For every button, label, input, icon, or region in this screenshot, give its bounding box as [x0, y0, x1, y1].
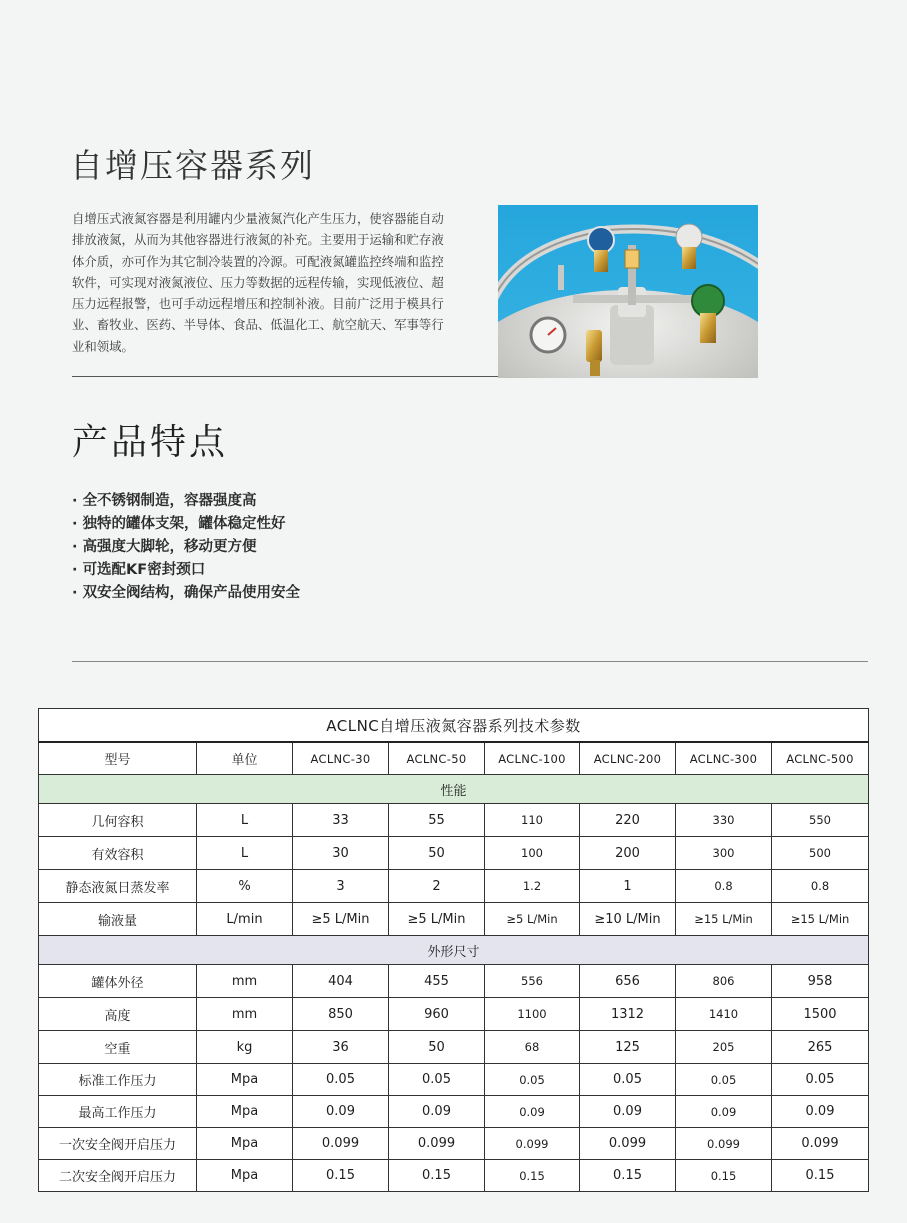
table-cell: ≥5 L/Min: [293, 903, 389, 936]
table-cell: 1312: [580, 998, 676, 1031]
table-cell: 0.09: [676, 1096, 772, 1128]
table-cell: 0.15: [485, 1160, 580, 1192]
table-row: [39, 837, 869, 870]
table-cell: 455: [389, 965, 485, 998]
row-unit: Mpa: [197, 1128, 293, 1160]
table-cell: 0.15: [772, 1160, 869, 1192]
row-label: 罐体外径: [39, 965, 197, 998]
table-cell: 0.09: [293, 1096, 389, 1128]
table-cell: 0.099: [772, 1128, 869, 1160]
table-cell: 2: [389, 870, 485, 903]
table-cell: 0.05: [389, 1064, 485, 1096]
divider-line: [72, 376, 498, 377]
table-cell: 0.09: [485, 1096, 580, 1128]
row-unit: kg: [197, 1031, 293, 1064]
table-cell: 330: [676, 804, 772, 837]
table-cell: 404: [293, 965, 389, 998]
table-cell: 0.099: [580, 1128, 676, 1160]
table-cell: 0.8: [676, 870, 772, 903]
table-cell: 850: [293, 998, 389, 1031]
section-title-series: 自增压容器系列: [70, 146, 315, 185]
table-cell: 30: [293, 837, 389, 870]
product-photo: [498, 205, 758, 378]
header-model-name: ACLNC-30: [293, 742, 389, 775]
row-label: 高度: [39, 998, 197, 1031]
table-cell: 50: [389, 1031, 485, 1064]
table-cell: 0.15: [676, 1160, 772, 1192]
table-cell: ≥15 L/Min: [772, 903, 869, 936]
table-cell: 0.05: [293, 1064, 389, 1096]
table-row: [39, 903, 869, 936]
table-cell: 806: [676, 965, 772, 998]
row-unit: %: [197, 870, 293, 903]
table-row: [39, 804, 869, 837]
row-unit: Mpa: [197, 1096, 293, 1128]
row-unit: mm: [197, 965, 293, 998]
table-row: [39, 1128, 869, 1160]
table-row: [39, 1031, 869, 1064]
table-cell: 1500: [772, 998, 869, 1031]
table-cell: 0.15: [293, 1160, 389, 1192]
header-model-name: ACLNC-200: [580, 742, 676, 775]
header-unit: 单位: [197, 742, 293, 775]
table-cell: 0.15: [580, 1160, 676, 1192]
feature-list: [72, 490, 300, 605]
divider-line: [72, 661, 868, 662]
table-cell: 0.09: [580, 1096, 676, 1128]
dimension-rows: [39, 965, 869, 1192]
table-cell: ≥5 L/Min: [389, 903, 485, 936]
table-cell: 1410: [676, 998, 772, 1031]
row-unit: L/min: [197, 903, 293, 936]
row-label: 静态液氮日蒸发率: [39, 870, 197, 903]
table-cell: 0.09: [772, 1096, 869, 1128]
table-cell: 0.05: [580, 1064, 676, 1096]
table-cell: 33: [293, 804, 389, 837]
header-model: 型号: [39, 742, 197, 775]
row-label: 输液量: [39, 903, 197, 936]
table-cell: 220: [580, 804, 676, 837]
table-cell: 550: [772, 804, 869, 837]
table-cell: 110: [485, 804, 580, 837]
row-unit: L: [197, 837, 293, 870]
row-label: 几何容积: [39, 804, 197, 837]
table-cell: 0.05: [772, 1064, 869, 1096]
table-cell: ≥15 L/Min: [676, 903, 772, 936]
table-row: [39, 1064, 869, 1096]
table-cell: 960: [389, 998, 485, 1031]
table-cell: 36: [293, 1031, 389, 1064]
table-cell: ≥5 L/Min: [485, 903, 580, 936]
table-cell: 200: [580, 837, 676, 870]
feature-item: · 双安全阀结构，确保产品使用安全: [72, 582, 300, 605]
table-cell: 0.05: [676, 1064, 772, 1096]
row-unit: Mpa: [197, 1064, 293, 1096]
table-cell: 958: [772, 965, 869, 998]
table-cell: 125: [580, 1031, 676, 1064]
table-cell: 500: [772, 837, 869, 870]
row-unit: Mpa: [197, 1160, 293, 1192]
table-caption: ACLNC自增压液氮容器系列技术参数: [39, 709, 869, 743]
table-cell: 1100: [485, 998, 580, 1031]
table-cell: 1: [580, 870, 676, 903]
table-cell: 265: [772, 1031, 869, 1064]
feature-item: · 高强度大脚轮，移动更方便: [72, 536, 300, 559]
section-header-performance: 性能: [39, 775, 869, 804]
table-cell: 656: [580, 965, 676, 998]
row-label: 标准工作压力: [39, 1064, 197, 1096]
row-label: 一次安全阀开启压力: [39, 1128, 197, 1160]
table-cell: 3: [293, 870, 389, 903]
table-row: [39, 1096, 869, 1128]
row-label: 空重: [39, 1031, 197, 1064]
table-cell: 50: [389, 837, 485, 870]
table-row: [39, 965, 869, 998]
table-cell: 0.099: [293, 1128, 389, 1160]
section-header-dimensions: 外形尺寸: [39, 936, 869, 965]
table-cell: 0.15: [389, 1160, 485, 1192]
table-cell: 0.05: [485, 1064, 580, 1096]
row-label: 二次安全阀开启压力: [39, 1160, 197, 1192]
table-header-row: [39, 742, 869, 775]
row-label: 有效容积: [39, 837, 197, 870]
section-title-features: 产品特点: [72, 422, 229, 463]
valve-assembly-image: [498, 205, 758, 378]
header-model-name: ACLNC-100: [485, 742, 580, 775]
table-cell: 55: [389, 804, 485, 837]
table-cell: 0.099: [676, 1128, 772, 1160]
table-cell: 556: [485, 965, 580, 998]
header-model-name: ACLNC-300: [676, 742, 772, 775]
row-unit: L: [197, 804, 293, 837]
row-label: 最高工作压力: [39, 1096, 197, 1128]
table-row: [39, 998, 869, 1031]
table-cell: 205: [676, 1031, 772, 1064]
table-cell: 300: [676, 837, 772, 870]
header-model-name: ACLNC-500: [772, 742, 869, 775]
performance-rows: [39, 804, 869, 936]
spec-table: [38, 708, 869, 1192]
table-row: [39, 870, 869, 903]
feature-item: · 独特的罐体支架，罐体稳定性好: [72, 513, 300, 536]
feature-item: · 可选配KF密封颈口: [72, 559, 300, 582]
header-model-name: ACLNC-50: [389, 742, 485, 775]
table-cell: 1.2: [485, 870, 580, 903]
table-cell: 0.09: [389, 1096, 485, 1128]
table-cell: ≥10 L/Min: [580, 903, 676, 936]
table-cell: 100: [485, 837, 580, 870]
feature-item: · 全不锈钢制造，容器强度高: [72, 490, 300, 513]
table-cell: 68: [485, 1031, 580, 1064]
row-unit: mm: [197, 998, 293, 1031]
table-row: [39, 1160, 869, 1192]
table-cell: 0.8: [772, 870, 869, 903]
intro-paragraph: 自增压式液氮容器是利用罐内少量液氮汽化产生压力，使容器能自动排放液氮，从而为其他容器进行液氮的补充。主要用于运输和贮存液体介质，亦可作为其它制冷装置的冷源。可配液氮罐监控终端和监控软件，可实现对液氮液位、压力等数据的远程传输，实现低液位、超压力远程报警，也可手动远程增压和控制补液。目前广泛用于模具行业、畜牧业、医药、半导体、食品、低温化工、航空航天、军事等行业和领域。: [72, 211, 444, 354]
table-cell: 0.099: [389, 1128, 485, 1160]
table-cell: 0.099: [485, 1128, 580, 1160]
